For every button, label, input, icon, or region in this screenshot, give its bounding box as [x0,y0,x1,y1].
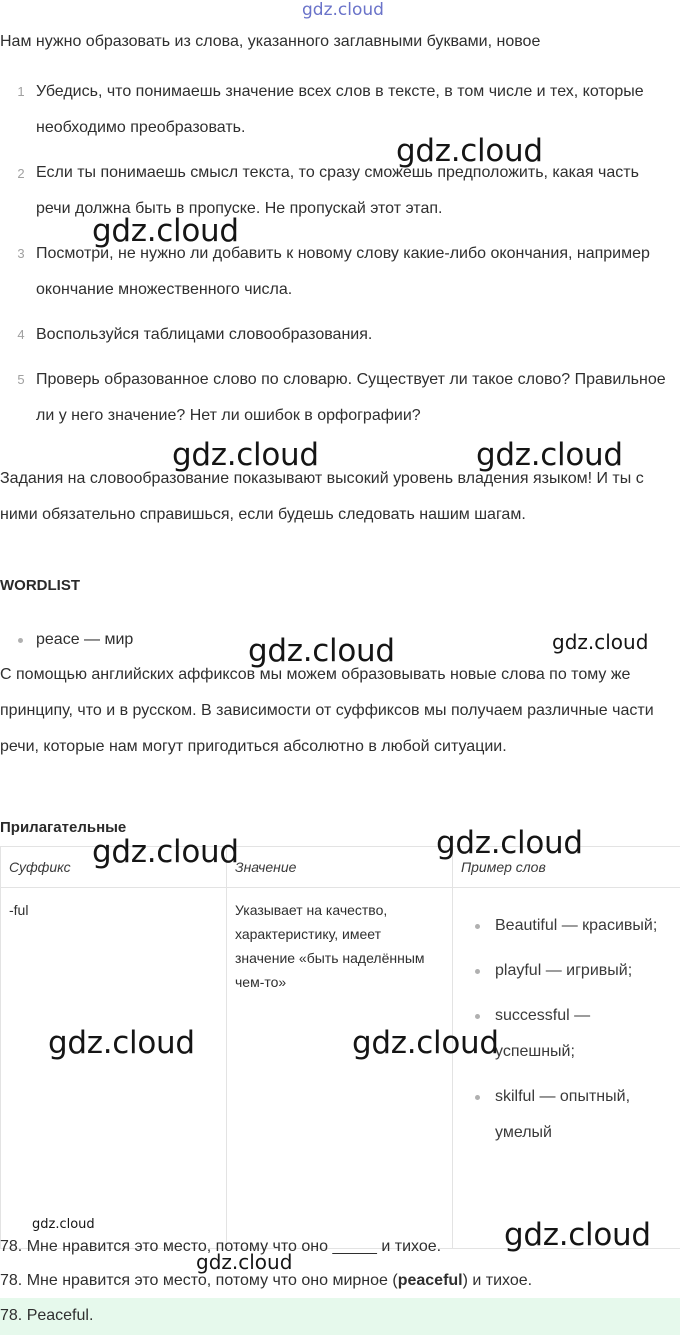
wordlist-heading: WORDLIST [0,577,80,594]
list-item: Beautiful — красивый; [471,908,672,944]
step-text: Убедись, что понимаешь значение всех слов в тексте, в том числе и тех, которые необходимо преобразовать. [36,83,644,136]
tasks-paragraph: Задания на словообразование показывают высокий уровень владения языком! И ты с ними обязательно справишься, если будешь следовать нашим шагам. [0,470,644,523]
bullet-icon [18,638,23,643]
step-number: 2 [17,166,25,181]
cell-meaning [227,888,453,1249]
watermark-text: gdz.cloud [552,630,649,654]
step-text: Если ты понимаешь смысл текста, то сразу сможешь предположить, какая часть речи должна быть в пропуске. Не пропускай этот этап. [36,164,639,217]
step-text: Воспользуйся таблицами словообразования. [36,326,373,343]
top-watermark-link[interactable]: gdz.cloud [302,0,384,20]
watermark-text: gdz.cloud [248,633,395,669]
affix-paragraph: С помощью английских аффиксов мы можем образовывать новые слова по тому же принципу, что и в русском. В зависимости от суффиксов мы получаем различные части речи, которые нам могут пригодиться абсолютно в любой ситуации. [0,666,654,755]
wordlist-item: peace — мир [36,631,134,648]
watermark-text: gdz.cloud [396,133,543,169]
list-item: playful — игривый; [471,953,672,989]
watermark-text: gdz.cloud [172,437,319,473]
watermark-text: gdz.cloud [476,437,623,473]
exercise-filled [0,1272,532,1290]
step-text: Проверь образованное слово по словарю. Существует ли такое слово? Правильное ли у него значение? Нет ли ошибок в орфографии? [36,371,666,424]
watermark-text: gdz.cloud [48,1025,195,1061]
list-item: skilful — опытный, умелый [471,1079,672,1151]
step-text: Посмотри, не нужно ли добавить к новому слову какие-либо окончания, например окончание множественного числа. [36,245,650,298]
step-number: 1 [17,84,25,99]
intro-text: Нам нужно образовать из слова, указанного заглавными буквами, новое [0,33,541,50]
watermark-text: gdz.cloud [436,825,583,861]
step-number: 5 [17,372,25,387]
cell-examples [453,888,680,1249]
answer-text: 78. Peaceful. [0,1307,94,1324]
cell-suffix [1,888,227,1249]
watermark-text: gdz.cloud [504,1217,651,1253]
step-number: 3 [17,246,25,261]
header-examples: Пример слов [453,847,680,888]
table-row [1,888,680,1249]
filled-after: ) и тихое. [462,1272,533,1289]
step-number: 4 [17,327,25,342]
watermark-text: gdz.cloud [196,1250,293,1274]
list-item: successful — успешный; [471,998,672,1070]
exercise-question: 78. Мне нравится это место, потому что оно _____ и тихое. [0,1238,442,1255]
adjectives-heading: Прилагательные [0,819,127,836]
suffix-value: -ful [9,902,29,918]
watermark-text: gdz.cloud [352,1025,499,1061]
filled-before: 78. Мне нравится это место, потому что оно мирное ( [0,1272,398,1289]
header-suffix: Суффикс [1,847,227,888]
watermark-text: gdz.cloud [92,213,239,249]
watermark-text: gdz.cloud [32,1217,95,1232]
answer-box [0,1298,680,1335]
meaning-value: Указывает на качество, характеристику, имеет значение «быть наделённым чем-то» [235,902,425,990]
header-meaning: Значение [227,847,453,888]
filled-word: peaceful [397,1272,463,1289]
watermark-text: gdz.cloud [92,834,239,870]
